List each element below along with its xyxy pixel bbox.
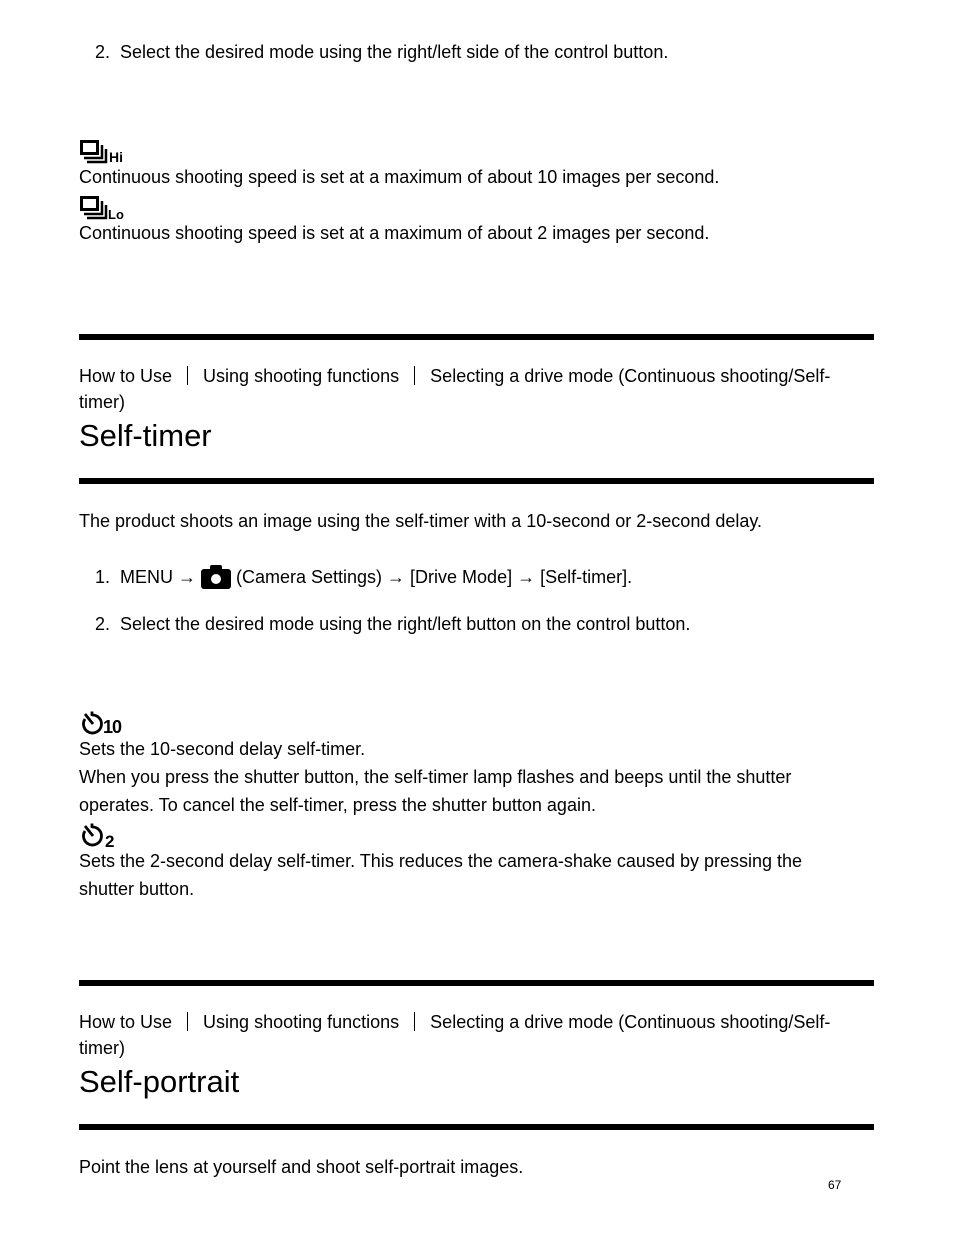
option-lo-description: Continuous shooting speed is set at a maximum of about 2 images per second.	[79, 223, 710, 243]
step-number: 1.	[95, 567, 111, 587]
svg-text:10: 10	[103, 717, 122, 737]
breadcrumb	[79, 363, 879, 415]
breadcrumb-item[interactable]: How to Use	[79, 366, 173, 386]
step-text: Select the desired mode using the right/left button on the control button.	[120, 614, 691, 634]
section-rule	[79, 334, 874, 340]
page-title: Self-timer	[79, 418, 212, 453]
option-line: When you press the shutter button, the self-timer lamp flashes and beeps until the shutter	[79, 767, 792, 787]
step-text: Select the desired mode using the right/left side of the control button.	[120, 42, 669, 62]
page-number: 67	[828, 1178, 842, 1192]
option-line: Sets the 2-second delay self-timer. This reduces the camera-shake caused by pressing the	[79, 851, 803, 871]
intro-text: Point the lens at yourself and shoot self-portrait images.	[79, 1157, 524, 1177]
svg-text:Lo: Lo	[108, 207, 124, 222]
step-text-after: (Camera Settings) → [Drive Mode] → [Self-timer].	[236, 567, 633, 587]
step-1	[95, 563, 632, 591]
option-2-description	[79, 847, 802, 903]
breadcrumb-item[interactable]: Using shooting functions	[203, 366, 400, 386]
section-rule	[79, 1124, 874, 1130]
section-rule	[79, 478, 874, 484]
breadcrumb-item[interactable]: How to Use	[79, 1012, 173, 1032]
breadcrumb-separator	[414, 366, 415, 385]
breadcrumb-item[interactable]: Using shooting functions	[203, 1012, 400, 1032]
step-number: 2.	[95, 42, 111, 62]
breadcrumb-separator	[187, 1012, 188, 1031]
page-title: Self-portrait	[79, 1064, 240, 1099]
option-line: Sets the 10-second delay self-timer.	[79, 739, 366, 759]
camera-icon	[201, 569, 231, 589]
self-timer-2-icon	[80, 823, 126, 849]
breadcrumb-item[interactable]: Selecting a drive mode (Continuous shooting/Self-	[430, 366, 831, 386]
breadcrumb-item[interactable]: Selecting a drive mode (Continuous shooting/Self-	[430, 1012, 831, 1032]
breadcrumb-separator	[187, 366, 188, 385]
section-rule	[79, 980, 874, 986]
svg-text:Hi: Hi	[109, 149, 123, 165]
step-2	[95, 38, 668, 66]
breadcrumb-separator	[414, 1012, 415, 1031]
breadcrumb-item-wrap[interactable]: timer)	[79, 1038, 125, 1058]
svg-text:2: 2	[105, 832, 115, 849]
step-2	[95, 610, 690, 638]
step-text-before: MENU →	[120, 567, 196, 587]
breadcrumb-item-wrap[interactable]: timer)	[79, 392, 125, 412]
breadcrumb	[79, 1009, 879, 1061]
step-number: 2.	[95, 614, 111, 634]
option-line: shutter button.	[79, 879, 195, 899]
self-timer-10-icon	[80, 711, 126, 737]
intro-text: The product shoots an image using the self-timer with a 10-second or 2-second delay.	[79, 511, 763, 531]
option-10-description	[79, 735, 791, 819]
option-hi-description: Continuous shooting speed is set at a maximum of about 10 images per second.	[79, 167, 720, 187]
option-line: operates. To cancel the self-timer, press the shutter button again.	[79, 795, 596, 815]
